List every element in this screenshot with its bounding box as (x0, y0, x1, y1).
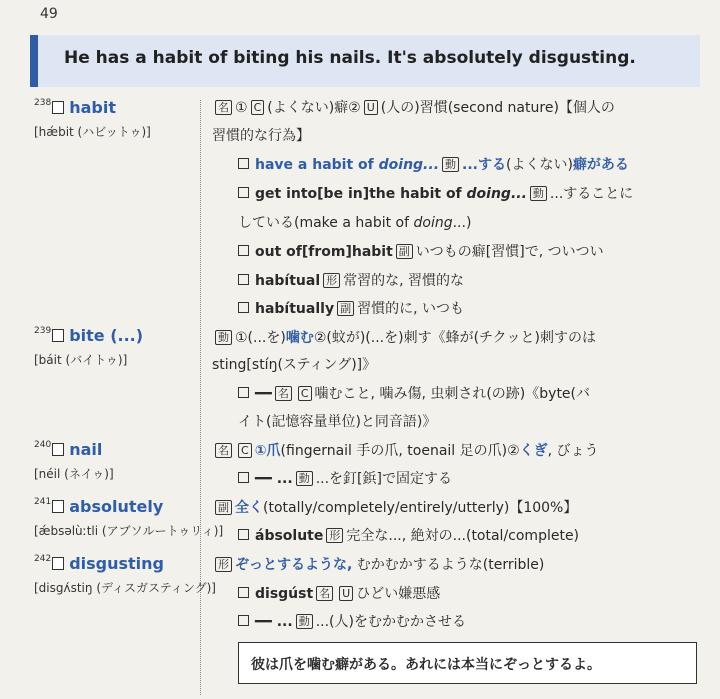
headword: absolutely (69, 497, 164, 516)
checkbox-icon[interactable] (52, 557, 64, 570)
headword-dash: ━━ (255, 386, 272, 402)
uncountable-tag: U (364, 100, 378, 115)
entry-disgusting (34, 554, 216, 596)
headline-sentence: He has a habit of biting his nails. It's absolutely disgusting. (64, 48, 636, 68)
uncountable-tag: U (339, 586, 353, 601)
checkbox-icon[interactable] (52, 443, 64, 456)
phrase: habítually (255, 301, 335, 317)
checkbox-icon[interactable] (238, 387, 249, 398)
translation-sentence: 彼は爪を噛む癖がある。あれには本当にぞっとするよ。 (251, 657, 601, 673)
pronunciation: [disgʌ́stiŋ (ディスガスティング)] (34, 581, 216, 595)
phrase-line (238, 612, 466, 632)
entry-habit (34, 98, 151, 140)
meaning: 常習的な, 習慣的な (343, 273, 465, 289)
pos-tag: 名 (215, 100, 232, 115)
definition-text: , びょう (547, 443, 599, 459)
pos-tag: 動 (530, 186, 547, 201)
definition-line (212, 328, 596, 348)
phrase-italic: doing... (378, 157, 440, 173)
pronunciation: [ǽbsəlùːtli (アブソルートゥリィ)] (34, 524, 224, 538)
entry-absolutely (34, 497, 223, 539)
meaning: ひどい嫌悪感 (356, 586, 441, 602)
headword: bite (...) (69, 326, 144, 345)
checkbox-icon[interactable] (238, 274, 249, 285)
meaning: 完全な..., 絶対の...(total/complete) (346, 528, 580, 544)
entry-bite (34, 326, 143, 368)
definition-text: ②(蚊が)(...を)刺す《蜂が(チクッと)刺すのは (313, 330, 596, 346)
checkbox-icon[interactable] (52, 329, 64, 342)
phrase-line (238, 584, 440, 604)
phrase-line (238, 155, 629, 175)
banner-accent-bar (30, 35, 38, 87)
key-meaning: くぎ (519, 443, 548, 459)
key-meaning: ①爪 (254, 443, 281, 459)
pos-tag: 動 (296, 614, 313, 629)
definition-line (212, 98, 615, 118)
phrase-line (238, 384, 590, 404)
pos-tag: 名 (316, 586, 333, 601)
definition-line (212, 441, 599, 461)
phrase-line (238, 469, 452, 489)
phrase-line (238, 526, 579, 546)
phrase: have a habit of (255, 157, 379, 173)
phrase-continuation: イト(記憶容量単位)と同音語)》 (238, 414, 437, 430)
phrase-line (238, 242, 604, 262)
entry-nail (34, 440, 114, 482)
column-divider (200, 100, 201, 695)
pronunciation: [néil (ネイゥ)] (34, 467, 114, 481)
entry-number: 239 (34, 326, 52, 336)
meaning: ...(人)をむかむかさせる (315, 614, 466, 630)
definition-text: (よくない)癖② (267, 100, 361, 116)
translation-box (238, 642, 697, 684)
meaning: ...) (452, 215, 472, 231)
meaning: ...することに (549, 186, 634, 202)
key-meaning: 噛む (285, 330, 314, 346)
pos-tag: 形 (215, 557, 232, 572)
meaning: ...する (462, 157, 506, 173)
page-number: 49 (40, 6, 58, 22)
pronunciation: [báit (バイトゥ)] (34, 353, 128, 367)
definition-text: ①(...を) (235, 330, 286, 346)
definition-text: (人の)習慣(second nature)【個人の (380, 100, 615, 116)
headword: disgusting (69, 554, 164, 573)
pos-tag: 名 (215, 443, 232, 458)
meaning: 習慣的に, いつも (357, 301, 464, 317)
headline-banner (30, 35, 700, 87)
pos-tag: 動 (296, 471, 313, 486)
definition-line: sting[stíŋ(スティング)]》 (212, 357, 377, 373)
meaning: している(make a habit of (238, 215, 414, 231)
definition-text: (totally/completely/entirely/utterly)【100%】 (263, 500, 578, 516)
meaning-note: (よくない) (505, 157, 573, 173)
pos-tag: 動 (442, 157, 459, 172)
headword: habit (69, 98, 116, 117)
entry-number: 240 (34, 440, 52, 450)
checkbox-icon[interactable] (238, 615, 249, 626)
phrase-line (238, 299, 464, 319)
entry-number: 242 (34, 554, 52, 564)
pos-tag: 副 (396, 244, 413, 259)
phrase-continuation (238, 213, 471, 233)
checkbox-icon[interactable] (52, 101, 64, 114)
entry-number: 241 (34, 497, 52, 507)
pos-tag: 副 (337, 301, 354, 316)
pronunciation: [hǽbit (ハビットゥ)] (34, 125, 151, 139)
phrase-line (238, 271, 464, 291)
sense-number: ① (235, 100, 248, 116)
key-meaning: 全く (235, 500, 263, 516)
checkbox-icon[interactable] (238, 587, 249, 598)
phrase: out of[from]habit (255, 244, 393, 260)
phrase: habítual (255, 273, 321, 289)
definition-text: (fingernail 手の爪, toenail 足の爪)② (280, 443, 520, 459)
phrase: ábsolute (255, 528, 324, 544)
pos-tag: 名 (275, 386, 292, 401)
phrase-italic: doing... (466, 186, 527, 202)
headword: nail (69, 440, 103, 459)
meaning: いつもの癖[習慣]で, ついつい (415, 244, 604, 260)
checkbox-icon[interactable] (238, 245, 249, 256)
pos-tag: 形 (323, 273, 340, 288)
headword-dash: ━━ ... (255, 614, 293, 630)
meaning-italic: doing (413, 215, 453, 231)
checkbox-icon[interactable] (238, 472, 249, 483)
headword-dash: ━━ ... (255, 471, 293, 487)
pos-tag: 副 (215, 500, 232, 515)
entry-number: 238 (34, 98, 52, 108)
meaning: ...を釘[鋲]で固定する (315, 471, 452, 487)
phrase: get into[be in]the habit of (255, 186, 467, 202)
definition-line (212, 498, 577, 518)
definition-line (212, 555, 544, 575)
checkbox-icon[interactable] (238, 158, 249, 169)
countable-tag: C (238, 443, 252, 458)
pos-tag: 動 (215, 330, 232, 345)
countable-tag: C (298, 386, 312, 401)
checkbox-icon[interactable] (52, 500, 64, 513)
phrase: disgúst (255, 586, 314, 602)
countable-tag: C (251, 100, 265, 115)
meaning: 噛むこと, 噛み傷, 虫刺され(の跡)《byte(バ (314, 386, 591, 402)
pos-tag: 形 (326, 528, 343, 543)
checkbox-icon[interactable] (238, 187, 249, 198)
checkbox-icon[interactable] (238, 529, 249, 540)
definition-text: むかむかするような(terrible) (352, 557, 545, 573)
meaning: 癖がある (572, 157, 629, 173)
key-meaning: ぞっとするような, (235, 557, 353, 573)
checkbox-icon[interactable] (238, 302, 249, 313)
phrase-line (238, 184, 633, 204)
definition-line: 習慣的な行為】 (212, 128, 310, 144)
